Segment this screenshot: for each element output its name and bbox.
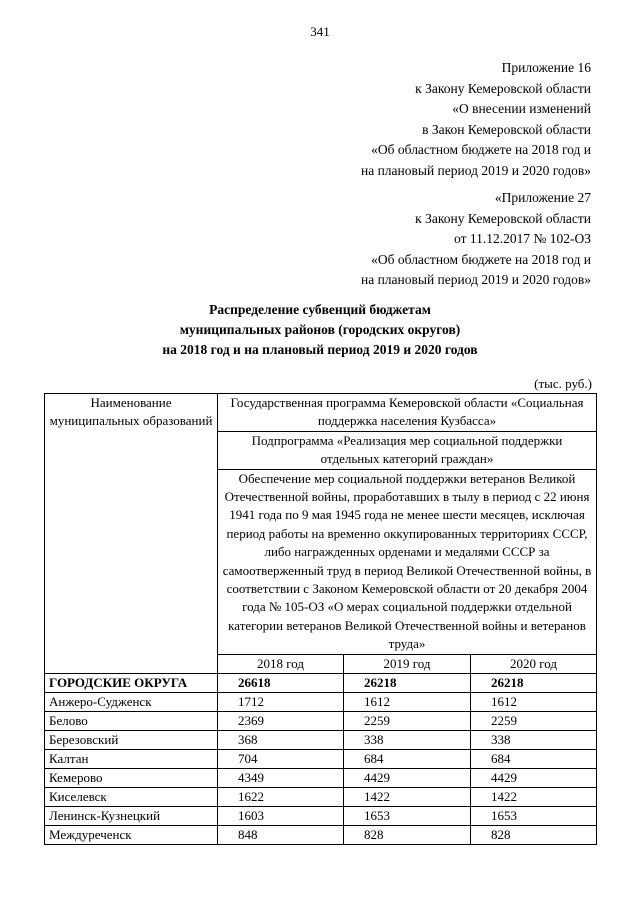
value-2020: 684 [471, 750, 597, 769]
municipality-name: Анжеро-Судженск [45, 693, 218, 712]
appendix-16-line: Приложение 16 [501, 60, 591, 75]
table-row [45, 750, 597, 769]
municipality-name: Белово [45, 712, 218, 731]
measure-description: Обеспечение мер социальной поддержки ветеранов Великой Отечественной войны, проработавших в тылу в период с 22 июня 1941 года по 9 мая 1945 года не менее шести месяцев, исключая период работы на временно оккупированных территориях СССР, либо награжденных орденами и медалями СССР за самоотверженный труд в период Великой Отечественной войны, в соответствии с Законом Кемеровской области от 20 декабря 2004 года № 105-ОЗ «О мерах социальной поддержки отдельной категории ветеранов Великой Отечественной войны и ветеранов труда» [218, 469, 597, 654]
value-2019: 338 [344, 731, 471, 750]
year-header-2018: 2018 год [218, 654, 344, 673]
value-2019: 828 [344, 826, 471, 845]
value-2019: 4429 [344, 769, 471, 788]
municipality-name: Калтан [45, 750, 218, 769]
table-row [45, 693, 597, 712]
value-2020: 338 [471, 731, 597, 750]
title-line: муниципальных районов (городских округов) [179, 322, 461, 337]
value-2020: 828 [471, 826, 597, 845]
title-line: Распределение субвенций бюджетам [209, 302, 431, 317]
value-2018: 704 [218, 750, 344, 769]
appendix-27-line: «Приложение 27 [494, 190, 591, 205]
appendix-27-line: на плановый период 2019 и 2020 годов» [360, 272, 591, 287]
appendix-27-line: «Об областном бюджете на 2018 год и [371, 251, 591, 267]
value-2019: 1612 [344, 693, 471, 712]
value-2019: 1653 [344, 807, 471, 826]
table-row [45, 807, 597, 826]
value-2018: 848 [218, 826, 344, 845]
program-header: Государственная программа Кемеровской области «Социальная поддержка населения Кузбасса» [218, 394, 597, 432]
municipality-name: Кемерово [45, 769, 218, 788]
value-2020: 1612 [471, 693, 597, 712]
value-2020: 26218 [471, 674, 597, 693]
table-row-total [45, 674, 597, 693]
municipality-name: Ленинск-Кузнецкий [45, 807, 218, 826]
value-2020: 1422 [471, 788, 597, 807]
value-2020: 1653 [471, 807, 597, 826]
municipality-name: Междуреченск [45, 826, 218, 845]
municipality-name: Киселевск [45, 788, 218, 807]
column-header-municipality: Наименование муниципальных образований [45, 394, 218, 674]
document-title [0, 300, 640, 360]
appendix-16-line: «Об областном бюджете на 2018 год и [371, 142, 591, 157]
appendix-16-line: на плановый период 2019 и 2020 годов» [360, 162, 591, 178]
value-2020: 4429 [471, 769, 597, 788]
year-header-2019: 2019 год [344, 654, 471, 673]
value-2018: 4349 [218, 769, 344, 788]
appendix-27-line: от 11.12.2017 № 102-ОЗ [454, 231, 591, 246]
subvention-table [44, 393, 597, 845]
value-2018: 26618 [218, 674, 344, 693]
value-2018: 1712 [218, 693, 344, 712]
page-number: 341 [310, 24, 330, 39]
table-row [45, 769, 597, 788]
value-2018: 2369 [218, 712, 344, 731]
title-line: на 2018 год и на плановый период 2019 и 2020 годов [162, 342, 478, 357]
value-2018: 368 [218, 731, 344, 750]
table-row [45, 826, 597, 845]
appendix-16-line: в Закон Кемеровской области [422, 121, 591, 137]
value-2019: 684 [344, 750, 471, 769]
table-row [45, 712, 597, 731]
value-2018: 1622 [218, 788, 344, 807]
appendix-27-line: к Закону Кемеровской области [415, 210, 591, 226]
appendix-16-line: к Закону Кемеровской области [415, 80, 591, 96]
subprogram-header: Подпрограмма «Реализация мер социальной поддержки отдельных категорий граждан» [218, 431, 597, 469]
unit-label: (тыс. руб.) [534, 376, 592, 391]
value-2020: 2259 [471, 712, 597, 731]
value-2019: 26218 [344, 674, 471, 693]
table-row [45, 788, 597, 807]
appendix-16-line: «О внесении изменений [452, 101, 591, 116]
value-2018: 1603 [218, 807, 344, 826]
table-row [45, 731, 597, 750]
value-2019: 2259 [344, 712, 471, 731]
appendix-16-header [361, 58, 591, 181]
year-header-2020: 2020 год [471, 654, 597, 673]
value-2019: 1422 [344, 788, 471, 807]
appendix-27-header [361, 188, 591, 291]
municipality-name: ГОРОДСКИЕ ОКРУГА [45, 674, 218, 693]
municipality-name: Березовский [45, 731, 218, 750]
